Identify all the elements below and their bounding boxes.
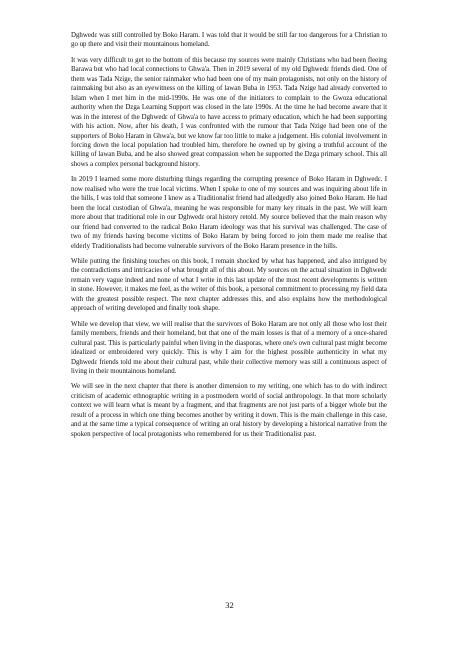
paragraph-5: While we develop that view, we will realise that the survivors of Boko Haram are not only all those who lost their family members, friends and their homeland, but that one of the main losses is that of a memory of a once-shared cultural past. This is particularly painful when living in the diasporas, where one's own cultural past might become idealized or embroidered very quickly. This is why I aim for the highest possible authenticity in what my Dghwedɛ friends told me about their cultural past, while their collective memory was still a continuous aspect of living in their mountainous homeland.: [71, 320, 387, 375]
paragraph-3: In 2019 I learned some more disturbing things regarding the corrupting presence of Boko Haram in Dghwedɛ. I now realised who were the true local victims. When I spoke to one of my sources and was inquiring about life in the hills, I was told that someone I knew as a Traditionalist friend had alledgedly also joined Boko Haram. He had been the local custodian of Ghwa'a, meaning he was responsible for many key rituals in the past. We will learn more about that traditional role in our Dghwedɛ oral history retold. My source believed that the main reason why our friend had converted to the radical Boko Haram ideology was that his survival was challenged. The case of two of my friends having become victims of Boko Haram by being forced to join them made me realise that elderly Traditionalists had become vulnerable survivors of the Boko Haram presence in the hills.: [71, 176, 387, 250]
paragraph-4: While putting the finishing touches on this book, I remain shocked by what has happened, and also intrigued by the contradictions and intricacies of what brought all of this about. My sources on the actual situation in Dghwedɛ remain very vague indeed and none of what I write in this last update of the most recent developments is written in stone. However, it makes me feel, as the writer of this book, a personal commitment to processing my field data with the greatest possible respect. The next chapter addresses this, and also explains how the methodological approach of writing developed and finally took shape.: [71, 257, 387, 313]
paragraph-2: It was very difficult to get to the bottom of this because my sources were mainly Christians who had been fleeing Barawa but who had local connections to Ghwa'a. Then in 2019 several of my old Dghwedɛ friends died. One of them was Tada Nzige, the senior rainmaker who had been one of my main protagonists, not only on the history of rainmaking but also as an eyewitness on the killing of lawan Buba in 1953. Tada Nzige had already converted to Islam when I met him in the mid-1990s. He was one of the initiators to complain to the Gwoza educational authority when the Dzga Learning Support was closed in the late 1990s. At the time he had become aware that it was in the interest of the Dghwedɛ of Ghwa'a to have access to primary education, which he had been supporting with his action. Now, after his death, I was confronted with the rumour that Tada Nzige had been one of the supporters of Boko Haram in Ghwa'a, but we know far too little to make a judgement. His colonial involvement in forcing down the local population had troubled him, therefore he owned up by giving a truthful account of the killing of lawan Buba, and he also showed great compassion when he supported the Dzga primary school. This all shows a complex personal background history.: [71, 56, 387, 168]
paragraph-1: Dghwedɛ was still controlled by Boko Haram. I was told that it would be still far too dangerous for a Christian to go up there and visit their mountainous homeland.: [71, 32, 387, 49]
paragraph-6: We will see in the next chapter that there is another dimension to my writing, one which has to do with indirect criticism of academic ethnographic writing in a postmodern world of social anthropology. In that more scholarly context we will learn what is meant by a fragment, and that fragments are not just parts of a bigger whole but the result of a process in which one thing becomes another by writing it down. This is the main challenge in this case, and at the same time a typical consequence of writing an oral history by developing a historical narrative from the spoken perspective of local protagonists who remembered for us their Traditionalist past.: [71, 383, 387, 438]
page-number: 32: [225, 600, 234, 610]
